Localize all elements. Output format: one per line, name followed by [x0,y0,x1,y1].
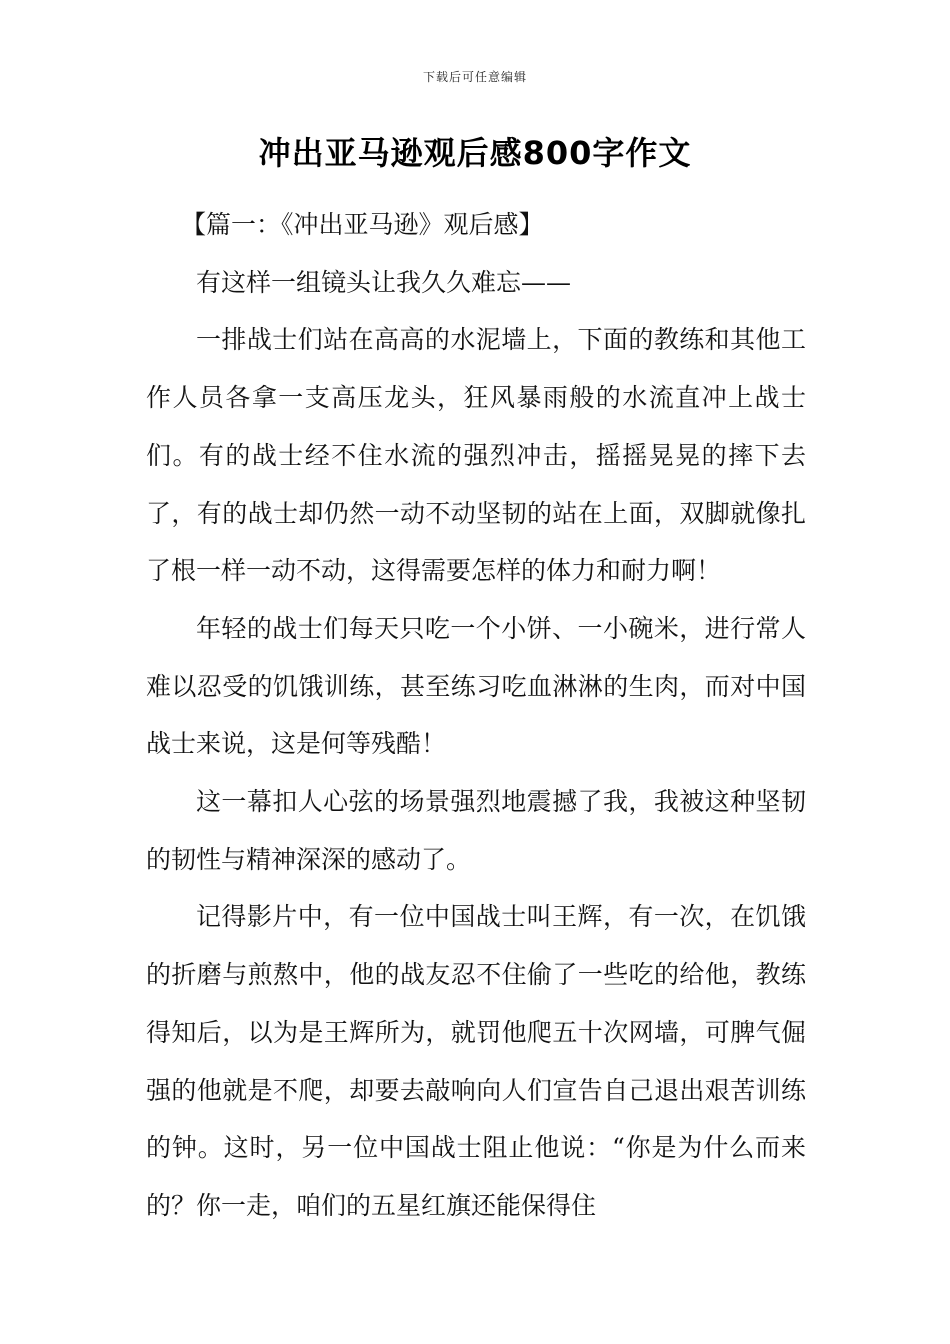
paragraph: 这一幕扣人心弦的场景强烈地震撼了我，我被这种坚韧的韧性与精神深深的感动了。 [146,787,806,874]
page-title: 冲出亚马逊观后感800字作文 [258,134,692,172]
paragraph: 一排战士们站在高高的水泥墙上，下面的教练和其他工作人员各拿一支高压龙头，狂风暴雨般的水流直冲上战士们。有的战士经不住水流的强烈冲击，摇摇晃晃的摔下去了，有的战士却仍然一动不动坚韧的站在上面，双脚就像扎了根一样一动不动，这得需要怎样的体力和耐力啊！ [146,325,806,586]
document-body [146,196,806,1235]
header-note: 下载后可任意编辑 [422,70,527,84]
section-heading: 【篇一：《冲出亚马逊》观后感】 [181,210,544,239]
paragraph: 年轻的战士们每天只吃一个小饼、一小碗米，进行常人难以忍受的饥饿训练，甚至练习吃血淋淋的生肉，而对中国战士来说，这是何等残酷！ [146,613,806,759]
paragraph: 记得影片中，有一位中国战士叫王辉，有一次，在饥饿的折磨与煎熬中，他的战友忍不住偷了一些吃的给他，教练得知后，以为是王辉所为，就罚他爬五十次网墙，可脾气倔强的他就是不爬，却要去敲响向人们宣告自己退出艰苦训练的钟。这时，另一位中国战士阻止他说：“你是为什么而来的？你一走，咱们的五星红旗还能保得住 [146,902,806,1220]
paragraph: 有这样一组镜头让我久久难忘—— [196,267,572,297]
